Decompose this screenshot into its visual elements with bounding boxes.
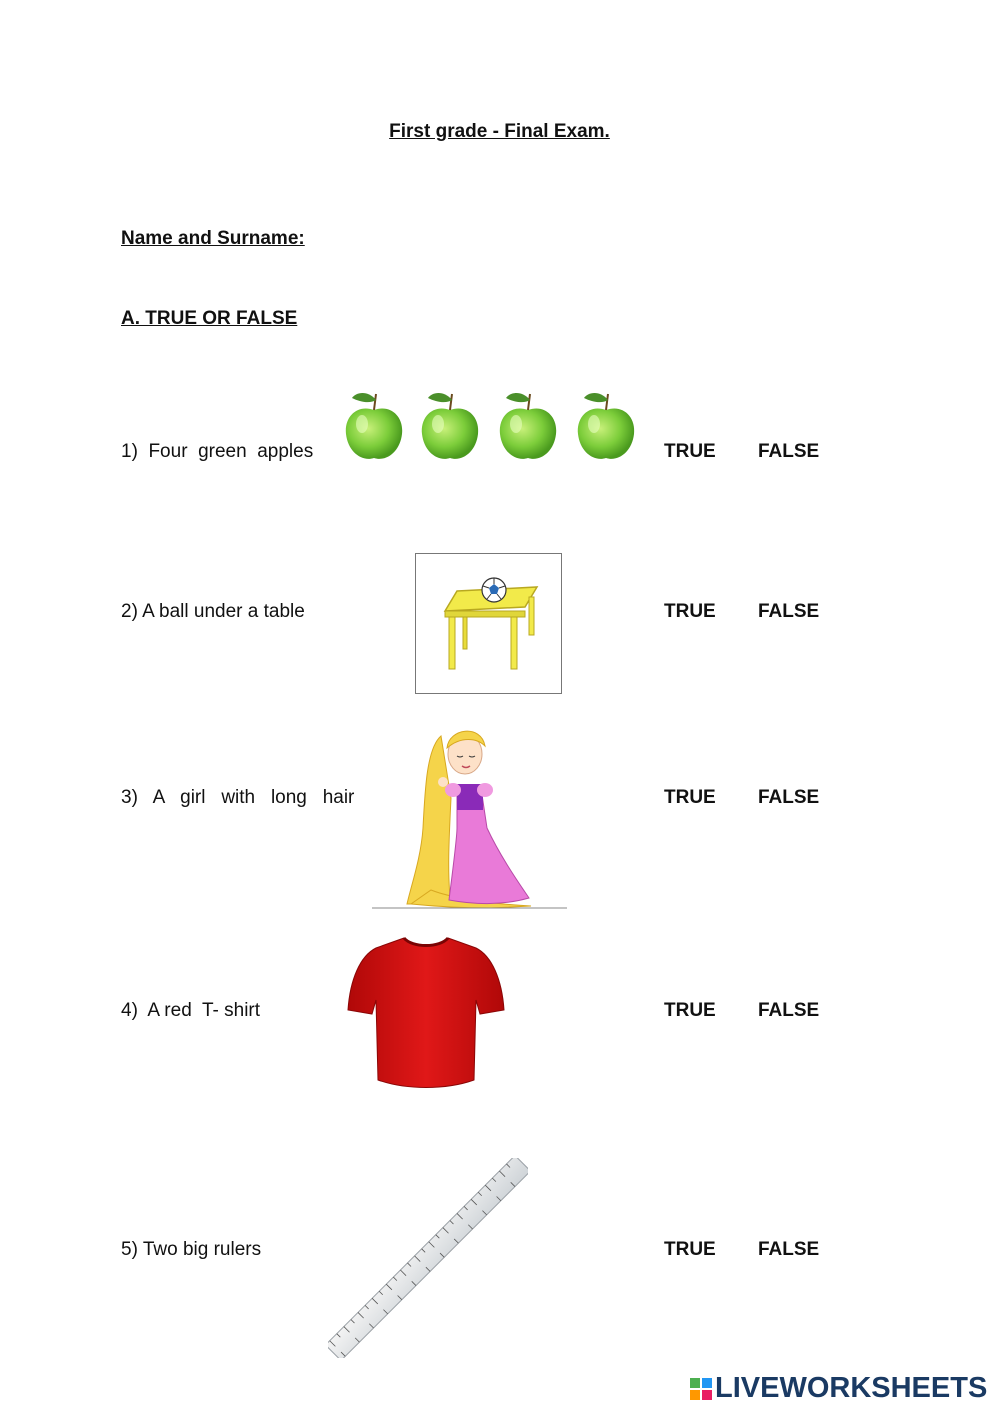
page-title: First grade - Final Exam. bbox=[389, 121, 610, 142]
girl-long-hair-image bbox=[371, 718, 568, 910]
question-5-text: 5) Two big rulers bbox=[121, 1239, 262, 1260]
apple-icon bbox=[500, 393, 556, 459]
section-a-title: A. TRUE OR FALSE bbox=[121, 308, 298, 329]
question-3-false-option[interactable]: FALSE bbox=[758, 787, 820, 808]
question-3-true-option[interactable]: TRUE bbox=[664, 787, 716, 808]
apple-icon bbox=[346, 393, 402, 459]
question-4-text: 4) A red T- shirt bbox=[121, 1000, 261, 1021]
ball-on-table-image bbox=[415, 553, 562, 694]
question-1-text: 1) Four green apples bbox=[121, 441, 314, 462]
four-green-apples-image bbox=[338, 386, 638, 466]
red-t-shirt-image bbox=[346, 934, 506, 1090]
apple-icon bbox=[578, 393, 634, 459]
question-2-false-option[interactable]: FALSE bbox=[758, 601, 820, 622]
liveworksheets-logo bbox=[690, 1372, 987, 1405]
question-4-true-option[interactable]: TRUE bbox=[664, 1000, 716, 1021]
soccer-ball-icon bbox=[482, 578, 506, 602]
question-1-true-option[interactable]: TRUE bbox=[664, 441, 716, 462]
ruler-image bbox=[328, 1158, 528, 1358]
question-1-false-option[interactable]: FALSE bbox=[758, 441, 820, 462]
question-2-true-option[interactable]: TRUE bbox=[664, 601, 716, 622]
question-5-false-option[interactable]: FALSE bbox=[758, 1239, 820, 1260]
name-surname-label: Name and Surname: bbox=[121, 228, 305, 249]
liveworksheets-brand: LIVEWORKSHEETS bbox=[715, 1372, 988, 1404]
liveworksheets-logo-icon bbox=[690, 1378, 712, 1400]
question-2-text: 2) A ball under a table bbox=[121, 601, 305, 622]
question-4-false-option[interactable]: FALSE bbox=[758, 1000, 820, 1021]
question-5-true-option[interactable]: TRUE bbox=[664, 1239, 716, 1260]
apple-icon bbox=[422, 393, 478, 459]
question-3-text: 3) A girl with long hair bbox=[121, 787, 355, 808]
